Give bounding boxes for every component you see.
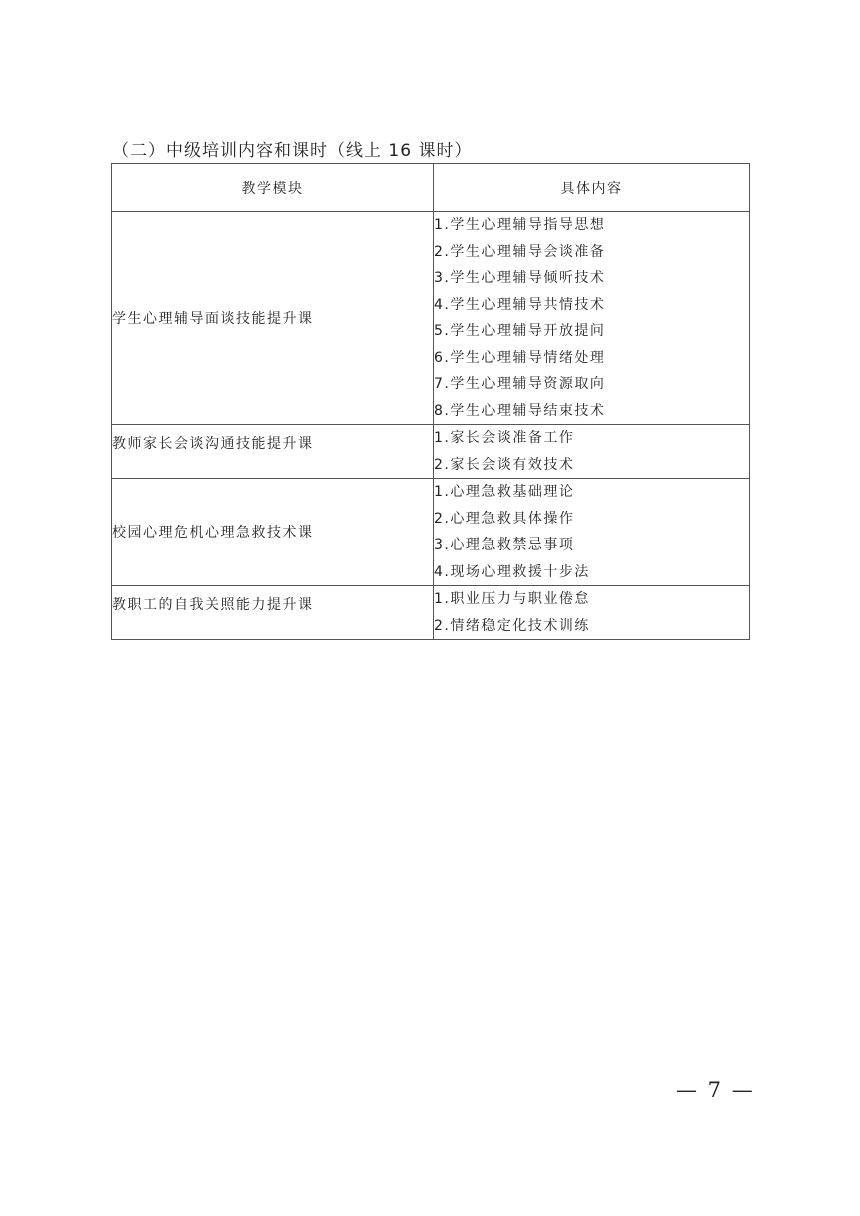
content-item: 3.学生心理辅导倾听技术 bbox=[434, 270, 606, 286]
content-cell bbox=[434, 479, 750, 586]
section-title: （二）中级培训内容和课时（线上 16 课时） bbox=[112, 141, 473, 161]
table-row bbox=[112, 212, 750, 425]
content-cell bbox=[434, 425, 750, 479]
content-item: 2.情绪稳定化技术训练 bbox=[434, 617, 590, 634]
module-cell: 教师家长会谈沟通技能提升课 bbox=[112, 425, 434, 479]
content-item: 2.心理急救具体操作 bbox=[434, 510, 575, 527]
header-content: 具体内容 bbox=[434, 164, 750, 212]
table-row bbox=[112, 586, 750, 640]
header-module: 教学模块 bbox=[112, 164, 434, 212]
content-item: 5.学生心理辅导开放提问 bbox=[434, 323, 606, 339]
content-item: 1.学生心理辅导指导思想 bbox=[434, 217, 606, 233]
content-cell bbox=[434, 212, 750, 425]
content-item: 3.心理急救禁忌事项 bbox=[434, 537, 575, 553]
content-item: 1.心理急救基础理论 bbox=[434, 484, 575, 500]
table-header-row bbox=[112, 164, 750, 212]
module-cell: 校园心理危机心理急救技术课 bbox=[112, 479, 434, 586]
content-item: 4.现场心理救援十步法 bbox=[434, 563, 590, 580]
content-item: 1.家长会谈准备工作 bbox=[434, 430, 575, 446]
content-item: 4.学生心理辅导共情技术 bbox=[434, 296, 606, 313]
content-item: 1.职业压力与职业倦怠 bbox=[434, 591, 590, 607]
content-item: 2.学生心理辅导会谈准备 bbox=[434, 243, 606, 260]
content-cell bbox=[434, 586, 750, 640]
course-table bbox=[111, 163, 750, 640]
table-row bbox=[112, 479, 750, 586]
page-number: — 7 — bbox=[676, 1078, 755, 1102]
table-row bbox=[112, 425, 750, 479]
module-cell: 学生心理辅导面谈技能提升课 bbox=[112, 212, 434, 425]
module-cell: 教职工的自我关照能力提升课 bbox=[112, 586, 434, 640]
content-item: 8.学生心理辅导结束技术 bbox=[434, 402, 606, 419]
content-item: 7.学生心理辅导资源取向 bbox=[434, 376, 606, 392]
content-item: 2.家长会谈有效技术 bbox=[434, 456, 575, 473]
content-item: 6.学生心理辅导情绪处理 bbox=[434, 349, 606, 366]
